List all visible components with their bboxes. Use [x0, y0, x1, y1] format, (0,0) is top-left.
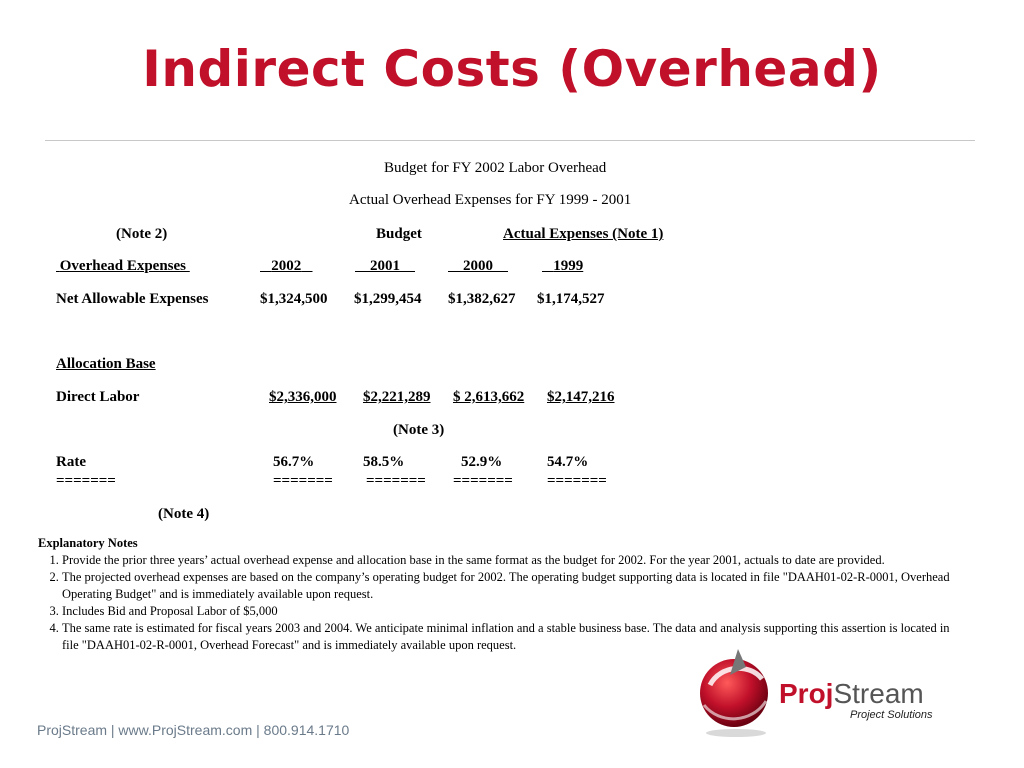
note-item-2: 2. The projected overhead expenses are based on the company’s operating budget for 2002. The operating budget supporting data is located in file "DAAH01-02-R-0001, Overhead Operating Budget" and is immediately available upon request. — [62, 569, 958, 603]
rate-2001: 58.5% — [363, 454, 405, 470]
rate-separator-2002: ======= — [273, 473, 333, 489]
year-header-2002 — [260, 258, 313, 275]
title-divider — [45, 140, 975, 141]
rate-separator-2000: ======= — [453, 473, 513, 489]
year-2002: 2002 — [271, 258, 302, 274]
year-header-1999 — [542, 258, 583, 275]
logo-wordmark — [779, 679, 924, 709]
note-4-label: (Note 4) — [158, 506, 210, 522]
subtitle-budget: Budget for FY 2002 Labor Overhead — [384, 160, 607, 176]
logo-word-stream: Stream — [833, 678, 924, 709]
logo-sphere-icon — [690, 645, 780, 740]
allocation-base-heading: Allocation Base — [56, 356, 156, 372]
note-item-1: 1. Provide the prior three years’ actual overhead expense and allocation base in the same format as the budget for 2002. For the year 2001, actuals to date are provided. — [62, 552, 958, 569]
footer-contact: ProjStream | www.ProjStream.com | 800.914.1710 — [37, 722, 350, 738]
overhead-expenses-label: Overhead Expenses — [59, 258, 187, 274]
note-item-4: 4. The same rate is estimated for fiscal years 2003 and 2004. We anticipate minimal inflation and a stable business base. The data and analysis supporting this assertion is located in file "DAAH01-02-R-0001, Overhead Forecast" and is immediately available upon request. — [62, 620, 958, 654]
subtitle-actual: Actual Overhead Expenses for FY 1999 - 2001 — [349, 192, 632, 208]
direct-labor-2000: $ 2,613,662 — [453, 389, 525, 405]
explanatory-notes — [38, 535, 958, 654]
rate-label: Rate — [56, 454, 86, 470]
direct-labor-label: Direct Labor — [56, 389, 140, 405]
year-2000: 2000 — [463, 258, 493, 274]
note-3-label: (Note 3) — [393, 422, 445, 438]
year-header-2000 — [448, 258, 508, 275]
direct-labor-2001: $2,221,289 — [363, 389, 431, 405]
net-allowable-2001: $1,299,454 — [354, 291, 422, 307]
notes-list — [38, 552, 958, 654]
projstream-logo — [690, 645, 990, 740]
direct-labor-2002: $2,336,000 — [269, 389, 337, 405]
rate-separator-2001: ======= — [366, 473, 426, 489]
notes-heading: Explanatory Notes — [38, 536, 138, 550]
direct-labor-1999: $2,147,216 — [547, 389, 615, 405]
net-allowable-label: Net Allowable Expenses — [56, 291, 209, 307]
rate-2002: 56.7% — [273, 454, 315, 470]
actual-expenses-header: Actual Expenses (Note 1) — [503, 226, 664, 242]
net-allowable-2000: $1,382,627 — [448, 291, 516, 307]
year-2001: 2001 — [370, 258, 400, 274]
rate-1999: 54.7% — [547, 454, 589, 470]
logo-tagline: Project Solutions — [850, 709, 933, 721]
year-header-2001 — [355, 258, 415, 275]
rate-2000: 52.9% — [461, 454, 503, 470]
rate-separator-label: ======= — [56, 473, 116, 489]
budget-header: Budget — [376, 226, 422, 242]
logo-word-proj: Proj — [779, 678, 834, 709]
net-allowable-1999: $1,174,527 — [537, 291, 605, 307]
year-1999: 1999 — [553, 258, 584, 274]
page-title: Indirect Costs (Overhead) — [142, 40, 882, 98]
note-item-3: 3. Includes Bid and Proposal Labor of $5,000 — [62, 603, 958, 620]
overhead-expenses-header — [56, 258, 190, 275]
note-2-label: (Note 2) — [116, 226, 168, 242]
net-allowable-2002: $1,324,500 — [260, 291, 328, 307]
rate-separator-1999: ======= — [547, 473, 607, 489]
